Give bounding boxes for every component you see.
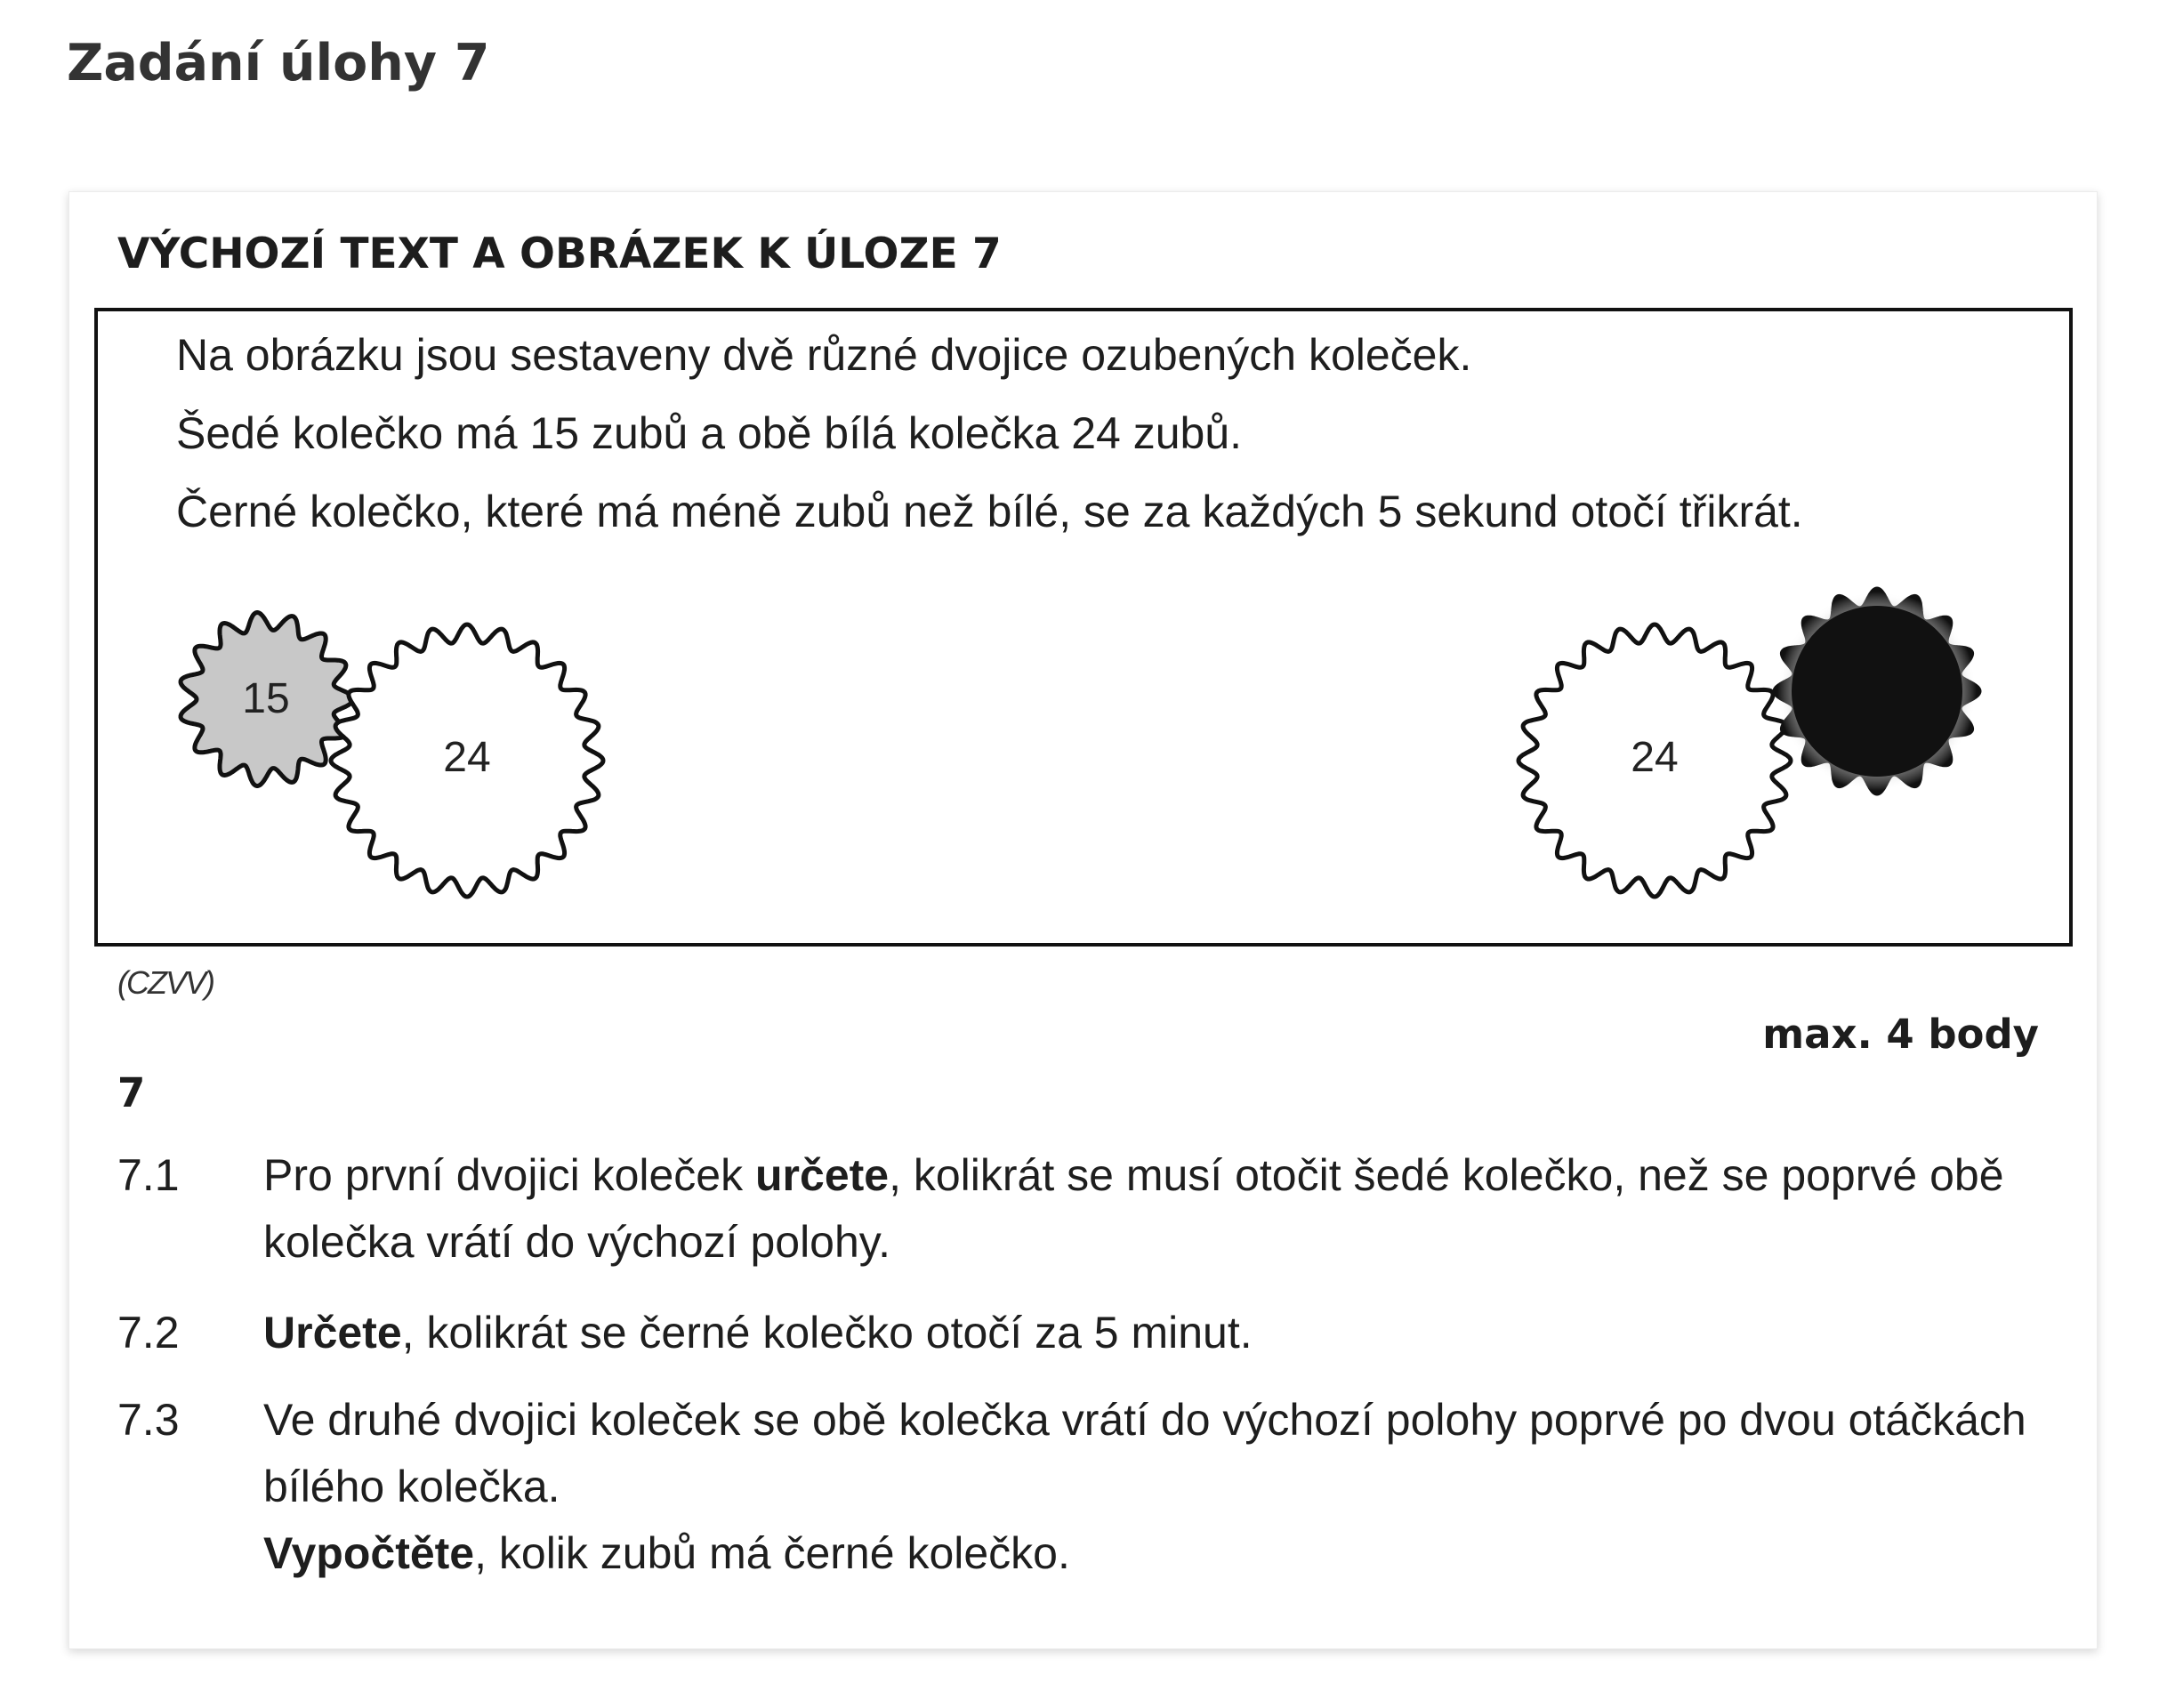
page-heading: Zadání úlohy 7 xyxy=(67,34,490,93)
subtask-number: 7.2 xyxy=(117,1308,180,1358)
task-card xyxy=(68,191,2098,1649)
intro-line-3: Černé kolečko, které má méně zubů než bílé, se za každých 5 sekund otočí třikrát. xyxy=(176,487,1803,536)
subtask-run: , kolikrát se musí otočit šedé kolečko, než se poprvé obě kolečka vrátí do výchozí polohy. xyxy=(263,1150,2004,1267)
subtask-run: Ve druhé dvojici koleček se obě kolečka vrátí do výchozí polohy poprvé po dvou otáčkách bílého kolečka. xyxy=(263,1395,2026,1511)
black-gear xyxy=(1792,606,1962,777)
intro-line-1: Na obrázku jsou sestaveny dvě různé dvojice ozubených koleček. xyxy=(176,330,1472,380)
max-points: max. 4 body xyxy=(1762,1011,2039,1058)
gray-gear-label: 15 xyxy=(242,675,290,722)
intro-line-2: Šedé kolečko má 15 zubů a obě bílá kolečka 24 zubů. xyxy=(176,408,1243,458)
subtask-emphasis: Určete xyxy=(263,1308,402,1358)
source-note: (CZVV) xyxy=(117,964,213,1001)
white-gear-label-right: 24 xyxy=(1631,734,1679,781)
task-number: 7 xyxy=(117,1069,146,1116)
gears-figure xyxy=(98,311,2069,943)
white-gear-label-left: 24 xyxy=(443,734,491,781)
subtask-run: , kolik zubů má černé kolečko. xyxy=(474,1528,1070,1578)
subtask-7-2 xyxy=(117,1300,2048,1366)
subtask-number: 7.1 xyxy=(117,1150,180,1200)
source-text-box xyxy=(94,308,2073,947)
subtask-7-3 xyxy=(117,1387,2048,1587)
subtask-emphasis: Vypočtěte xyxy=(263,1528,475,1578)
subtask-run: , kolikrát se černé kolečko otočí za 5 minut. xyxy=(401,1308,1253,1358)
card-title: VÝCHOZÍ TEXT A OBRÁZEK K ÚLOZE 7 xyxy=(117,230,1002,278)
subtask-text xyxy=(263,1300,2042,1366)
subtask-number: 7.3 xyxy=(117,1395,180,1445)
subtask-text xyxy=(263,1142,2042,1276)
subtask-text xyxy=(263,1387,2042,1587)
subtask-7-1 xyxy=(117,1142,2048,1276)
subtask-emphasis: určete xyxy=(755,1150,890,1200)
subtask-run: Pro první dvojici koleček xyxy=(263,1150,756,1200)
